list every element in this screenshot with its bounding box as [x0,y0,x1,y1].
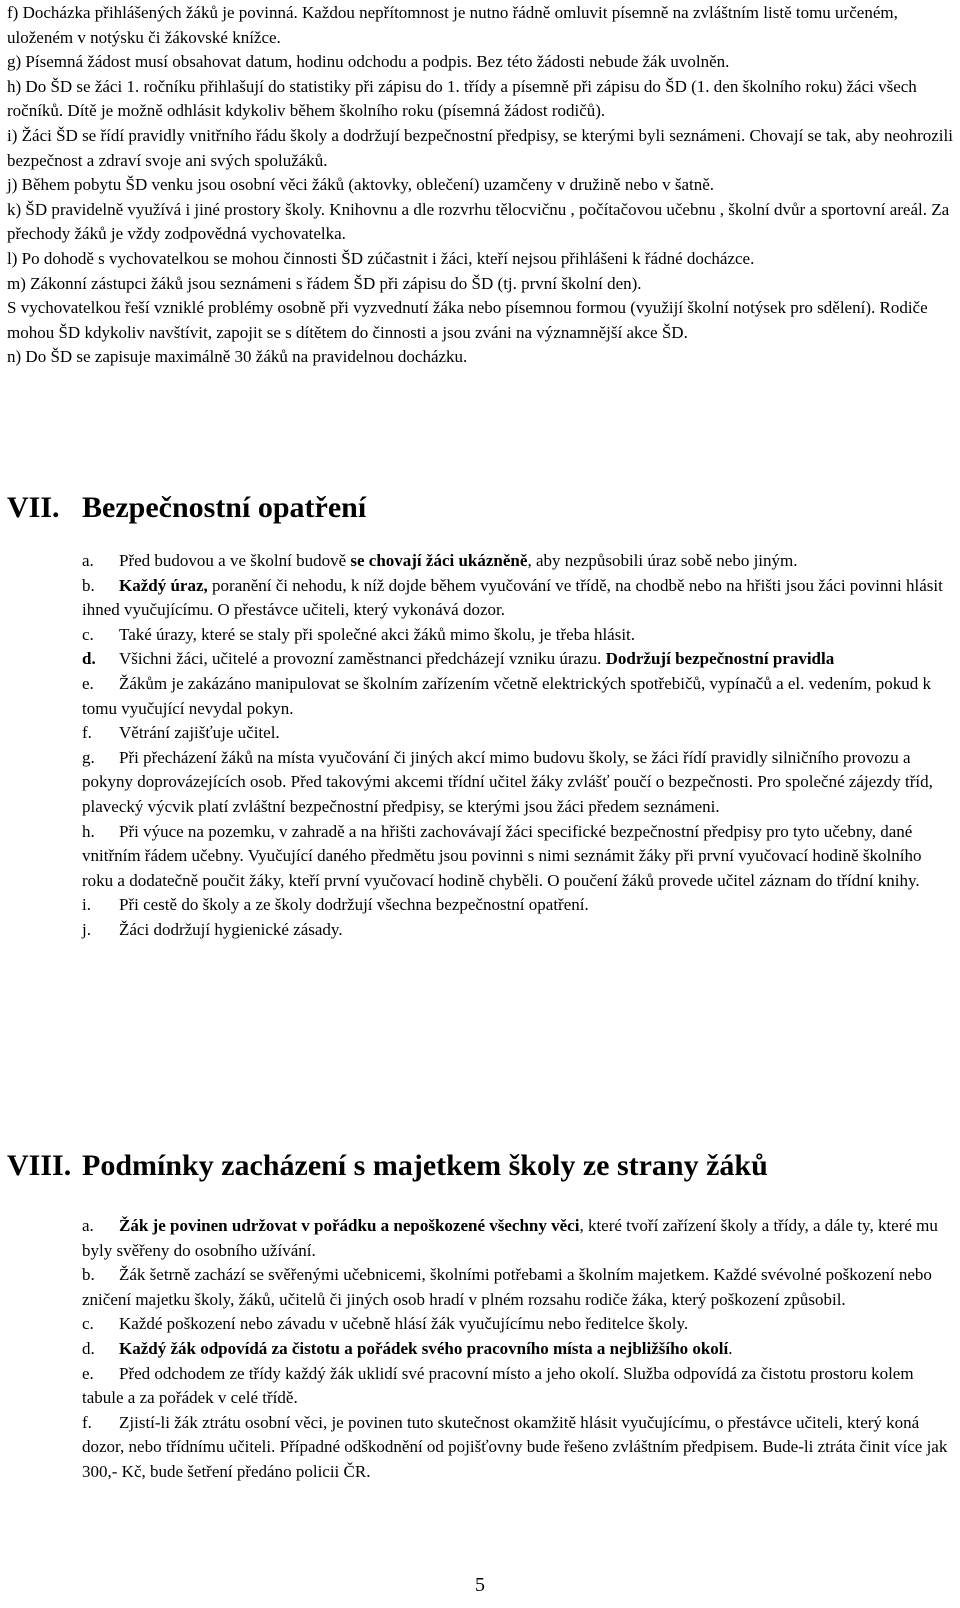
list-item-d: d. Všichni žáci, učitelé a provozní zaměstnanci předcházejí vzniku úrazu. Dodržují bezpečnostní pravidla [82,649,835,669]
rule-m: m) Zákonní zástupci žáků jsou seznámeni s řádem ŠD při zápisu do ŠD (tj. první školní den). [7,273,642,293]
section-7-number: VII. [7,491,60,524]
list-item-j: j. Žáci dodržují hygienické zásady. [82,919,343,939]
section-7-list [7,549,953,943]
page-number: 5 [475,1574,485,1596]
section-8-heading [7,1149,768,1183]
rule-n: n) Do ŠD se zapisuje maximálně 30 žáků na pravidelnou docházku. [7,347,468,367]
list-item-c: c. Také úrazy, které se staly při společné akci žáků mimo školu, je třeba hlásit. [82,624,636,644]
list-item-a: a. Před budovou a ve školní budově se chovají žáci ukázněně, aby nezpůsobili úraz sobě nebo jiným. [82,551,798,570]
section-8-list [7,1214,953,1485]
list-item-e: e. Žákům je zakázáno manipulovat se školním zařízením včetně elektrických spotřebičů, vypínačů a el. vedením, pokud k tomu vyučující nevydal pokyn. [82,673,931,718]
rule-j: j) Během pobytu ŠD venku jsou osobní věci žáků (aktovky, oblečení) uzamčeny v družině nebo v šatně. [7,175,715,195]
document-page [7,0,953,1596]
rule-g: g) Písemná žádost musí obsahovat datum, hodinu odchodu a podpis. Bez této žádosti nebude žák uvolněn. [7,52,730,72]
section-7-title: Bezpečnostní opatření [82,491,367,524]
intro-rules [7,0,953,370]
list-item-h: h. Při výuce na pozemku, v zahradě a na hřišti zachovávají žáci specifické bezpečnostní předpisy pro tyto učebny, dané vnitřním řádem učebny. Vyučující daného předmětu jsou povinni s nimi seznámit žáky při první vyučovací hodině školního roku a dodatečně poučit žáky, kteří první vyučovací hodině chyběli. O poučení žáků provede učitel záznam do třídní knihy. [82,821,922,890]
list-item-a: a. Žák je povinen udržovat v pořádku a nepoškozené všechny věci, které tvoří zařízení školy a třídy, a dále ty, které mu byly svěřeny do osobního užívání. [82,1216,938,1260]
rule-k: k) ŠD pravidelně využívá i jiné prostory školy. Knihovnu a dle rozvrhu tělocvičnu , počítačovou učebnu , školní dvůr a sportovní areál. Za přechody žáků je vždy zodpovědná vychovatelka. [7,199,950,244]
list-item-f: f. Větrání zajišťuje učitel. [82,723,280,743]
list-item-g: g. Při přecházení žáků na místa vyučování či jiných akcí mimo budovu školy, se žáci řídí pravidly silničního provozu a pokyny doprovázejících osob. Před takovými akcemi třídní učitel žáky zvlášť poučí o bezpečnosti. Pro společné zájezdy tříd, plavecký výcvik platí zvláštní bezpečnostní předpisy, se kterými jsou žáci předem seznámeni. [82,747,933,816]
list-item-e: e. Před odchodem ze třídy každý žák uklidí své pracovní místo a jeho okolí. Služba odpovídá za čistotu prostoru kolem tabule a za pořádek v celé třídě. [82,1363,914,1408]
rule-h: h) Do ŠD se žáci 1. ročníku přihlašují do statistiky při zápisu do 1. třídy a písemně při zápisu do ŠD (1. den školního roku) žáci všech ročníků. Dítě je možně odhlásit kdykoliv během školního roku (písemná žádost rodičů). [7,76,917,121]
contact-paragraph: S vychovatelkou řeší vzniklé problémy osobně při vyzvednutí žáka nebo písemnou formou (využijí školní notýsek pro sdělení). Rodiče mohou ŠD kdykoliv navštívit, zapojit se s dítětem do činnosti a jsou zváni na významnější akce ŠD. [7,298,928,342]
list-item-i: i. Při cestě do školy a ze školy dodržují všechna bezpečnostní opatření. [82,895,589,915]
section-7-heading [7,491,366,525]
list-item-d: d. Každý žák odpovídá za čistotu a pořádek svého pracovního místa a nejbližšího okolí. [82,1338,733,1358]
list-item-b: b. Žák šetrně zachází se svěřenými učebnicemi, školními potřebami a školním majetkem. Každé svévolné poškození nebo zničení majetku školy, žáků, učitelů či jiných osob hradí v plném rozsahu rodiče žáka, který poškození způsobil. [82,1265,932,1309]
section-8-title: Podmínky zacházení s majetkem školy ze strany žáků [82,1149,768,1182]
list-item-b: b. Každý úraz, poranění či nehodu, k níž dojde během vyučování ve třídě, na chodbě nebo na hřišti jsou žáci povinni hlásit ihned vyučujícímu. O přestávce učiteli, který vykonává dozor. [82,575,943,620]
rule-f: f) Docházka přihlášených žáků je povinná. Každou nepřítomnost je nutno řádně omluvit písemně na zvláštním listě tomu určeném, uloženém v notýsku či žákovské knížce. [7,3,898,47]
section-8-number: VIII. [7,1149,72,1182]
rule-i: i) Žáci ŠD se řídí pravidly vnitřního řádu školy a dodržují bezpečnostní předpisy, se kterými byli seznámeni. Chovají se tak, aby neohrozili bezpečnost a zdraví svoje ani svých spolužáků. [7,125,953,170]
list-item-c: c. Každé poškození nebo závadu v učebně hlásí žák vyučujícímu nebo ředitelce školy. [82,1314,689,1334]
list-item-f: f. Zjistí-li žák ztrátu osobní věci, je povinen tuto skutečnost okamžitě hlásit vyučujícímu, o přestávce učiteli, který koná dozor, nebo třídnímu učiteli. Případné odškodnění od pojišťovny bude řešeno zvláštním předpisem. Bude-li ztráta činit více jak 300,- Kč, bude šetření předáno policii ČR. [82,1412,948,1481]
rule-l: l) Po dohodě s vychovatelkou se mohou činnosti ŠD zúčastnit i žáci, kteří nejsou přihlášeni k řádné docházce. [7,248,755,268]
